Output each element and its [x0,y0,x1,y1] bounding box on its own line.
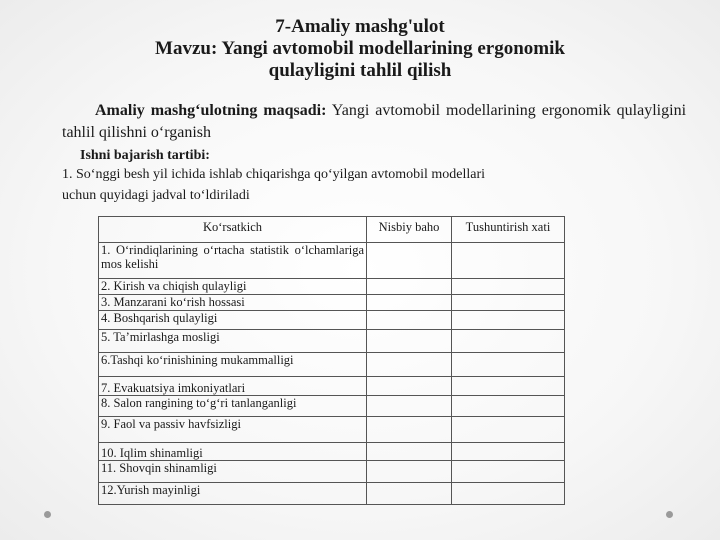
score-cell[interactable] [367,311,452,330]
header-indicator: Ko‘rsatkich [99,217,367,243]
score-cell[interactable] [367,330,452,353]
step-1-line-2: uchun quyidagi jadval to‘ldiriladi [62,188,250,203]
explanation-cell[interactable] [452,443,565,461]
criterion-cell: 5. Ta’mirlashga mosligi [99,330,367,353]
score-cell[interactable] [367,461,452,483]
criterion-cell: 9. Faol va passiv havfsizligi [99,417,367,443]
title-line-1: 7-Amaliy mashg'ulot [275,16,445,37]
table-header-row [99,217,565,243]
score-cell[interactable] [367,295,452,311]
explanation-cell[interactable] [452,295,565,311]
explanation-cell[interactable] [452,377,565,396]
criterion-cell: 3. Manzarani ko‘rish hossasi [99,295,367,311]
title-line-2: Mavzu: Yangi avtomobil modellarining ergonomik [155,38,565,59]
criterion-cell: 6.Tashqi ko‘rinishining mukammalligi [99,353,367,377]
score-cell[interactable] [367,353,452,377]
explanation-cell[interactable] [452,396,565,417]
step-1-line-1: 1. So‘nggi besh yil ichida ishlab chiqarishga qo‘yilgan avtomobil modellari [62,167,486,182]
criterion-cell: 8. Salon rangining to‘g‘ri tanlanganligi [99,396,367,417]
criterion-cell: 4. Boshqarish qulayligi [99,311,367,330]
explanation-cell[interactable] [452,243,565,279]
score-cell[interactable] [367,443,452,461]
score-cell[interactable] [367,417,452,443]
goal-paragraph [62,100,686,144]
table-row [99,330,565,353]
slide-title [0,16,720,82]
criterion-cell: 2. Kirish va chiqish qulayligi [99,279,367,295]
explanation-cell[interactable] [452,483,565,505]
goal-label: Amaliy mashg‘ulotning maqsadi: [95,102,327,119]
table-row [99,417,565,443]
table-row [99,353,565,377]
table-row [99,396,565,417]
title-line-3: qulayligini tahlil qilish [268,60,452,81]
evaluation-table [98,216,565,505]
criterion-cell: 11. Shovqin shinamligi [99,461,367,483]
decorative-dot-icon [44,511,51,518]
explanation-cell[interactable] [452,461,565,483]
score-cell[interactable] [367,243,452,279]
criterion-cell: 1. O‘rindiqlarining o‘rtacha statistik o‘lchamlariga mos kelishi [99,243,367,279]
table-row [99,295,565,311]
score-cell[interactable] [367,377,452,396]
table-row [99,279,565,295]
table-row [99,461,565,483]
score-cell[interactable] [367,279,452,295]
table-row [99,243,565,279]
criterion-cell: 10. Iqlim shinamligi [99,443,367,461]
explanation-cell[interactable] [452,417,565,443]
criterion-cell: 12.Yurish mayinligi [99,483,367,505]
procedure-heading: Ishni bajarish tartibi: [80,148,210,163]
table-row [99,483,565,505]
procedure-step-1 [62,164,582,206]
explanation-cell[interactable] [452,353,565,377]
score-cell[interactable] [367,483,452,505]
table-row [99,377,565,396]
explanation-cell[interactable] [452,311,565,330]
header-explanation: Tushuntirish xati [452,217,565,243]
score-cell[interactable] [367,396,452,417]
header-relative-score: Nisbiy baho [367,217,452,243]
goal-text: Yangi avtomobil modellarining ergonomik qulayligini tahlil qilishni o‘rganish [62,102,687,141]
explanation-cell[interactable] [452,330,565,353]
decorative-dot-icon [666,511,673,518]
criterion-cell: 7. Evakuatsiya imkoniyatlari [99,377,367,396]
table-row [99,443,565,461]
explanation-cell[interactable] [452,279,565,295]
table-row [99,311,565,330]
